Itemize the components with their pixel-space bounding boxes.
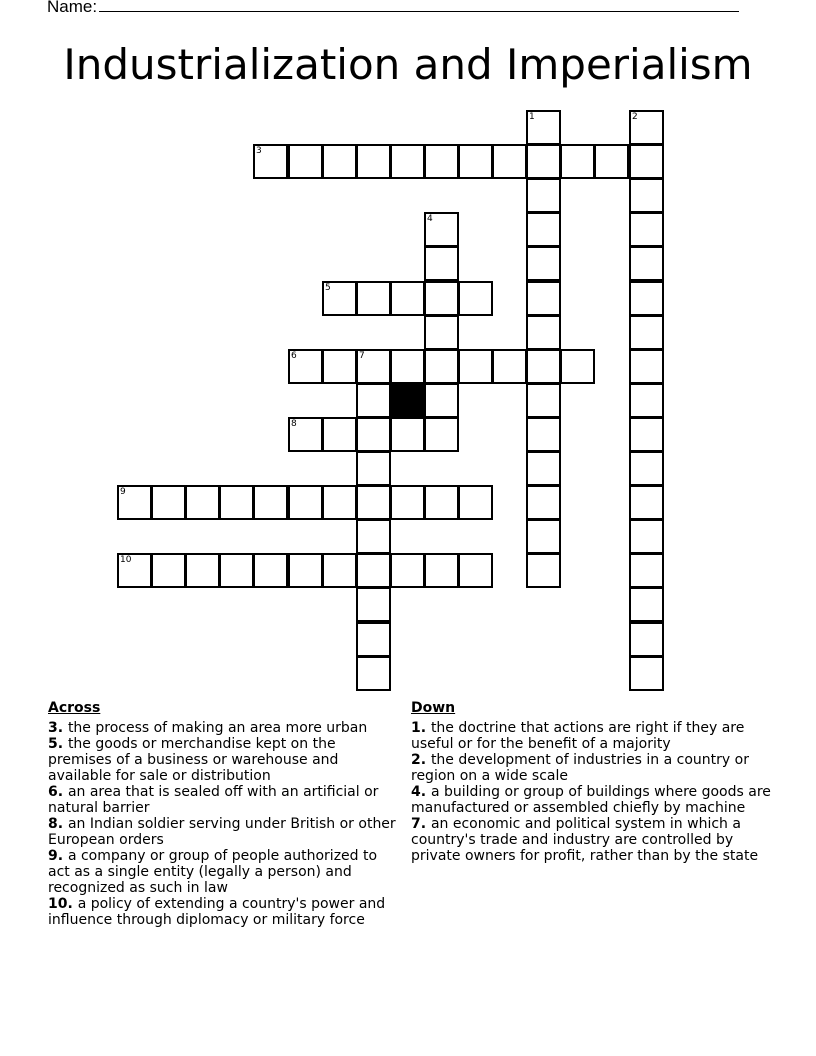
grid-cell[interactable] (424, 417, 459, 452)
grid-cell[interactable] (424, 315, 459, 350)
down-clues (411, 700, 771, 864)
across-clue (48, 720, 398, 736)
name-label: Name: (47, 0, 98, 16)
clue-number: 4. (411, 784, 431, 800)
clue-number: 8 (291, 419, 297, 429)
across-clues (48, 700, 398, 928)
grid-cell[interactable] (629, 451, 664, 486)
grid-cell[interactable] (629, 587, 664, 622)
grid-cell[interactable] (629, 485, 664, 520)
grid-cell[interactable] (424, 212, 459, 247)
grid-cell[interactable] (390, 417, 425, 452)
grid-cell[interactable] (560, 349, 595, 384)
grid-cell[interactable] (526, 144, 561, 179)
down-clue (411, 752, 771, 784)
clue-number: 2 (632, 112, 638, 122)
grid-cell[interactable] (526, 383, 561, 418)
grid-cell[interactable] (356, 485, 391, 520)
grid-cell[interactable] (526, 485, 561, 520)
grid-cell[interactable] (356, 519, 391, 554)
clue-text: the development of industries in a country or region on a wide scale (411, 752, 749, 784)
grid-cell[interactable] (526, 281, 561, 316)
grid-cell[interactable] (356, 656, 391, 691)
grid-cell[interactable] (219, 553, 254, 588)
clue-text: a policy of extending a country's power and influence through diplomacy or military force (48, 896, 386, 928)
grid-cell[interactable] (458, 144, 493, 179)
clue-number: 6. (48, 784, 68, 800)
grid-cell[interactable] (356, 553, 391, 588)
grid-cell[interactable] (629, 656, 664, 691)
clue-number: 2. (411, 752, 431, 768)
grid-cell[interactable] (492, 349, 527, 384)
clue-text: an Indian soldier serving under British or other European orders (48, 816, 396, 848)
clue-text: the goods or merchandise kept on the premises of a business or warehouse and available for sale or distribution (48, 736, 339, 784)
grid-cell[interactable] (117, 485, 152, 520)
grid-cell[interactable] (356, 587, 391, 622)
grid-cell[interactable] (390, 281, 425, 316)
grid-cell[interactable] (390, 553, 425, 588)
down-clue (411, 816, 771, 864)
clue-number: 5 (325, 283, 331, 293)
grid-cell[interactable] (424, 553, 459, 588)
grid-cell[interactable] (356, 417, 391, 452)
grid-cell[interactable] (390, 144, 425, 179)
grid-cell[interactable] (253, 485, 288, 520)
grid-cell[interactable] (322, 485, 357, 520)
grid-cell[interactable] (356, 281, 391, 316)
grid-cell[interactable] (424, 383, 459, 418)
clue-number: 5. (48, 736, 68, 752)
clue-number: 7 (359, 351, 365, 361)
grid-cell[interactable] (526, 553, 561, 588)
grid-cell[interactable] (629, 553, 664, 588)
grid-cell[interactable] (390, 485, 425, 520)
grid-cell[interactable] (629, 417, 664, 452)
name-blank-line[interactable] (99, 0, 739, 12)
grid-cell[interactable] (526, 519, 561, 554)
across-clue (48, 736, 398, 784)
down-heading: Down (411, 700, 456, 716)
clue-number: 6 (291, 351, 297, 361)
grid-cell[interactable] (526, 417, 561, 452)
grid-cell[interactable] (151, 553, 186, 588)
grid-cell[interactable] (560, 144, 595, 179)
clue-number: 1. (411, 720, 431, 736)
down-clue (411, 720, 771, 752)
grid-cell[interactable] (322, 349, 357, 384)
clue-number: 3. (48, 720, 68, 736)
across-clue-list (48, 720, 398, 928)
grid-cell[interactable] (253, 553, 288, 588)
clue-text: the doctrine that actions are right if they are useful or for the benefit of a majority (411, 720, 745, 752)
grid-cell[interactable] (185, 485, 220, 520)
grid-cell[interactable] (629, 519, 664, 554)
grid-cell[interactable] (526, 349, 561, 384)
grid-cell[interactable] (526, 315, 561, 350)
clue-number: 9. (48, 848, 68, 864)
grid-cell[interactable] (356, 383, 391, 418)
grid-cell[interactable] (356, 144, 391, 179)
grid-cell[interactable] (219, 485, 254, 520)
grid-cell[interactable] (322, 417, 357, 452)
grid-cell[interactable] (594, 144, 629, 179)
grid-cell[interactable] (117, 553, 152, 588)
clue-number: 3 (256, 146, 262, 156)
across-clue (48, 784, 398, 816)
clue-number: 4 (427, 214, 433, 224)
page-title: Industrialization and Imperialism (63, 40, 753, 89)
grid-cell[interactable] (629, 144, 664, 179)
grid-cell[interactable] (458, 281, 493, 316)
black-square (390, 383, 425, 418)
grid-cell[interactable] (322, 281, 357, 316)
grid-cell[interactable] (629, 383, 664, 418)
down-clue (411, 784, 771, 816)
clue-number: 8. (48, 816, 68, 832)
across-heading: Across (48, 700, 101, 716)
clue-text: a company or group of people authorized to act as a single entity (legally a person) and recognized as such in law (48, 848, 378, 896)
grid-cell[interactable] (458, 485, 493, 520)
grid-cell[interactable] (629, 349, 664, 384)
grid-cell[interactable] (526, 451, 561, 486)
grid-cell[interactable] (424, 281, 459, 316)
grid-cell[interactable] (526, 246, 561, 281)
grid-cell[interactable] (629, 246, 664, 281)
grid-cell[interactable] (629, 281, 664, 316)
clue-number: 1 (529, 112, 535, 122)
grid-cell[interactable] (288, 349, 323, 384)
grid-cell[interactable] (322, 553, 357, 588)
grid-cell[interactable] (492, 144, 527, 179)
grid-cell[interactable] (356, 349, 391, 384)
grid-cell[interactable] (288, 417, 323, 452)
grid-cell[interactable] (526, 178, 561, 213)
clue-text: an area that is sealed off with an artificial or natural barrier (48, 784, 379, 816)
clue-text: an economic and political system in which a country's trade and industry are controlled by private owners for profit, rather than by the state (411, 816, 759, 864)
grid-cell[interactable] (288, 553, 323, 588)
across-clue (48, 848, 398, 896)
grid-cell[interactable] (629, 110, 664, 145)
across-clue (48, 896, 398, 928)
grid-cell[interactable] (151, 485, 186, 520)
grid-cell[interactable] (390, 349, 425, 384)
grid-cell[interactable] (288, 485, 323, 520)
grid-cell[interactable] (629, 622, 664, 657)
clue-number: 7. (411, 816, 431, 832)
grid-cell[interactable] (458, 349, 493, 384)
grid-cell[interactable] (629, 178, 664, 213)
across-clue (48, 816, 398, 848)
clue-text: the process of making an area more urban (67, 720, 368, 736)
grid-cell[interactable] (424, 349, 459, 384)
clue-number: 10 (120, 555, 132, 565)
down-clue-list (411, 720, 771, 864)
grid-cell[interactable] (253, 144, 288, 179)
grid-cell[interactable] (185, 553, 220, 588)
name-field[interactable] (47, 0, 739, 17)
grid-cell[interactable] (629, 212, 664, 247)
clue-text: a building or group of buildings where goods are manufactured or assembled chiefly by machine (411, 784, 771, 816)
grid-cell[interactable] (288, 144, 323, 179)
clue-number: 10. (48, 896, 78, 912)
grid-cell[interactable] (424, 144, 459, 179)
grid-cell[interactable] (322, 144, 357, 179)
grid-cell[interactable] (458, 553, 493, 588)
grid-cell[interactable] (424, 246, 459, 281)
grid-cell[interactable] (526, 212, 561, 247)
grid-cell[interactable] (356, 622, 391, 657)
grid-cell[interactable] (356, 451, 391, 486)
grid-cell[interactable] (424, 485, 459, 520)
grid-cell[interactable] (526, 110, 561, 145)
grid-cell[interactable] (629, 315, 664, 350)
clue-number: 9 (120, 487, 126, 497)
